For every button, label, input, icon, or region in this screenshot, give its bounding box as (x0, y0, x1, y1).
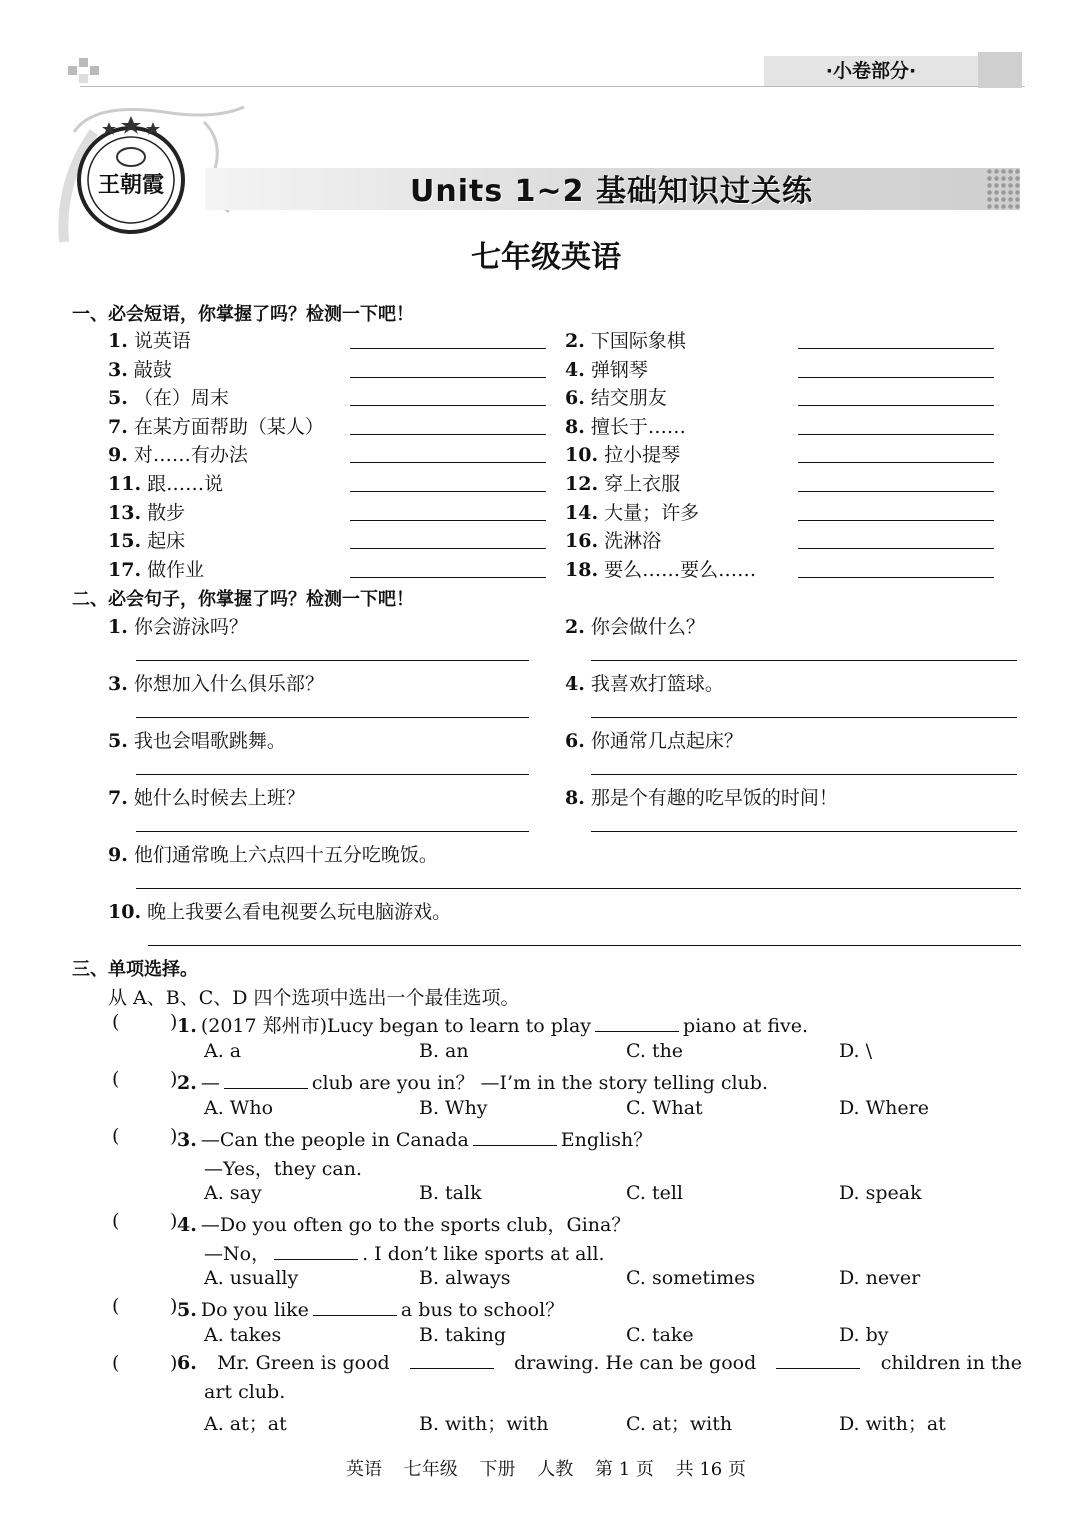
question-line2 (204, 1239, 605, 1266)
question-number: 6. (177, 1352, 197, 1374)
item-number: 8. (565, 415, 585, 438)
item-number: 9. (108, 444, 128, 467)
answer-paren-open[interactable]: ( (112, 1068, 120, 1090)
phrase-item (565, 526, 661, 553)
translation-line[interactable] (136, 831, 529, 832)
translation-line[interactable] (591, 660, 1017, 661)
phrase-item (565, 498, 699, 525)
sentence-item (108, 840, 438, 867)
item-number: 6. (565, 387, 585, 410)
question-stem (177, 1068, 768, 1095)
phrase-item (108, 440, 248, 467)
item-number: 12. (565, 473, 599, 495)
fill-blank[interactable] (274, 1243, 358, 1260)
item-number: 9. (108, 844, 128, 866)
phrase-item (108, 326, 191, 353)
answer-blank[interactable] (798, 577, 994, 578)
sentence-item (108, 726, 286, 753)
item-text: 你会游泳吗？ (133, 616, 248, 638)
item-text: 要么……要么…… (604, 558, 757, 581)
item-text: （在）周末 (133, 387, 229, 410)
item-text: 散步 (147, 501, 186, 524)
answer-blank[interactable] (350, 434, 546, 435)
phrase-item (108, 555, 204, 582)
translation-line[interactable] (136, 717, 529, 718)
answer-paren-open[interactable]: ( (112, 1011, 120, 1033)
stem-text: (2017 郑州市)Lucy began to learn to play (200, 1015, 592, 1037)
item-text: 他们通常晚上六点四十五分吃晚饭。 (133, 844, 438, 866)
answer-blank[interactable] (798, 377, 994, 378)
question-stem (177, 1352, 1022, 1374)
answer-paren-close: ) (170, 1125, 178, 1147)
answer-blank[interactable] (350, 520, 546, 521)
answer-option[interactable]: B. an (419, 1039, 469, 1062)
item-number: 3. (108, 358, 128, 381)
answer-blank[interactable] (350, 405, 546, 406)
question-stem (177, 1210, 630, 1237)
item-text: 你想加入什么俱乐部？ (133, 673, 324, 695)
item-number: 2. (565, 330, 585, 352)
question-stem (177, 1295, 564, 1322)
section-tab: ·小卷部分· (764, 56, 978, 86)
answer-option[interactable]: D. \ (839, 1039, 873, 1062)
item-text: 晚上我要么看电视要么玩电脑游戏。 (147, 901, 452, 923)
translation-line[interactable] (591, 717, 1017, 718)
item-text: 敲鼓 (133, 358, 172, 381)
item-number: 13. (108, 501, 142, 524)
answer-blank[interactable] (798, 405, 994, 406)
item-text: 对……有办法 (133, 444, 248, 467)
answer-option[interactable]: C. take (626, 1323, 694, 1346)
answer-option[interactable]: C. What (626, 1096, 703, 1119)
item-text: 擅长于…… (590, 415, 686, 438)
stem-text: a bus to school？ (400, 1299, 565, 1321)
fill-blank[interactable] (224, 1072, 308, 1089)
page-footer (0, 1455, 1092, 1481)
header-rule (80, 86, 1025, 87)
item-text: 大量；许多 (604, 501, 700, 524)
item-number: 2. (565, 616, 585, 638)
stem-text: English？ (560, 1129, 653, 1151)
item-number: 15. (108, 530, 142, 553)
question-number: 4. (177, 1214, 197, 1236)
sentence-item (565, 669, 724, 696)
footer-subject: 英语 (346, 1459, 383, 1480)
title-dots (986, 168, 1022, 210)
phrase-item (565, 412, 686, 439)
phrase-item (108, 469, 223, 496)
answer-paren-close: ) (170, 1295, 178, 1317)
phrase-item (565, 469, 680, 496)
answer-paren-open[interactable]: ( (112, 1210, 120, 1232)
answer-option[interactable]: A. a (204, 1039, 242, 1062)
sentence-item (108, 783, 305, 810)
answer-blank[interactable] (350, 377, 546, 378)
question-stem (177, 1011, 808, 1038)
answer-paren-close: ) (170, 1068, 178, 1090)
question-number: 3. (177, 1129, 197, 1151)
answer-paren-open[interactable]: ( (112, 1125, 120, 1147)
item-text: 你通常几点起床？ (590, 730, 743, 752)
footer-publisher: 人教 (537, 1459, 574, 1480)
answer-option[interactable]: D. Where (839, 1096, 929, 1119)
section-tab-accent (978, 52, 1022, 88)
stem-text: Mr. Green is good (217, 1352, 390, 1374)
answer-paren-close: ) (170, 1352, 178, 1374)
answer-blank[interactable] (798, 491, 994, 492)
answer-paren-open[interactable]: ( (112, 1295, 120, 1317)
translation-line[interactable] (136, 660, 529, 661)
stem-text: children in the (880, 1352, 1022, 1374)
answer-option[interactable]: A. takes (204, 1323, 282, 1346)
fill-blank[interactable] (473, 1129, 557, 1146)
item-number: 17. (108, 558, 142, 581)
answer-paren-close: ) (170, 1210, 178, 1232)
item-text: 拉小提琴 (604, 444, 681, 467)
stem-text: Do you like (200, 1299, 309, 1321)
answer-option[interactable]: D. with；at (839, 1413, 946, 1435)
footer-page: 第 1 页 (594, 1459, 654, 1480)
answer-blank[interactable] (798, 348, 994, 349)
item-number: 7. (108, 415, 128, 438)
item-number: 1. (108, 616, 128, 638)
item-number: 4. (565, 673, 585, 695)
answer-blank[interactable] (798, 434, 994, 435)
footer-grade: 七年级 (403, 1459, 458, 1480)
answer-blank[interactable] (350, 462, 546, 463)
sentence-item (565, 726, 743, 753)
item-number: 3. (108, 673, 128, 695)
answer-option[interactable]: A. at；at (204, 1413, 287, 1435)
stem-text: club are you in？ —I’m in the story telling club. (311, 1072, 768, 1094)
sentence-item (108, 612, 248, 639)
sentence-item (108, 897, 451, 924)
item-text: 跟……说 (147, 473, 224, 495)
answer-blank[interactable] (798, 548, 994, 549)
page-subtitle: 七年级英语 (471, 240, 621, 275)
answer-paren-open[interactable]: ( (112, 1352, 120, 1374)
answer-blank[interactable] (350, 577, 546, 578)
answer-blank[interactable] (798, 520, 994, 521)
question-line2 (204, 1154, 362, 1181)
stem-text: —Yes，they can. (204, 1157, 363, 1180)
fill-blank[interactable] (313, 1299, 397, 1316)
item-number: 10. (108, 901, 142, 923)
answer-blank[interactable] (798, 462, 994, 463)
answer-option[interactable]: A. say (204, 1182, 262, 1204)
item-number: 11. (108, 473, 142, 495)
sentence-item (565, 612, 705, 639)
footer-total: 共 16 页 (675, 1459, 746, 1480)
item-text: 在某方面帮助（某人） (133, 415, 324, 438)
item-number: 14. (565, 501, 599, 524)
item-text: 弹钢琴 (590, 358, 648, 381)
answer-option[interactable]: B. Why (419, 1096, 488, 1119)
phrase-item (108, 355, 172, 382)
sentence-item (565, 783, 838, 810)
item-number: 1. (108, 330, 128, 352)
answer-option[interactable]: B. talk (419, 1182, 482, 1204)
fill-blank[interactable] (595, 1015, 679, 1032)
item-number: 10. (565, 444, 599, 467)
item-text: 我喜欢打篮球。 (590, 673, 724, 695)
question-number: 2. (177, 1072, 197, 1094)
stem-text: —Do you often go to the sports club，Gina？ (200, 1214, 631, 1236)
stem-text: — (200, 1072, 220, 1094)
phrase-item (565, 355, 648, 382)
answer-option[interactable]: A. Who (204, 1096, 274, 1119)
item-number: 6. (565, 730, 585, 752)
phrase-item (565, 383, 667, 410)
item-number: 5. (108, 387, 128, 410)
question-line2 (204, 1381, 285, 1403)
answer-blank[interactable] (350, 491, 546, 492)
stem-text: art club. (204, 1380, 286, 1403)
phrase-item (108, 383, 229, 410)
item-text: 说英语 (133, 330, 191, 352)
fill-blank[interactable] (776, 1352, 860, 1369)
translation-line[interactable] (136, 888, 1021, 889)
answer-option[interactable]: C. the (626, 1039, 684, 1062)
answer-option[interactable]: D. speak (839, 1182, 922, 1204)
footer-volume: 下册 (479, 1459, 516, 1480)
translation-line[interactable] (591, 831, 1017, 832)
item-text: 结交朋友 (590, 387, 667, 410)
answer-option[interactable]: C. tell (626, 1182, 683, 1204)
answer-option[interactable]: D. by (839, 1323, 889, 1346)
item-text: 你会做什么？ (590, 616, 705, 638)
item-number: 16. (565, 530, 599, 553)
phrase-item (565, 555, 756, 582)
answer-blank[interactable] (350, 348, 546, 349)
part3-instruction: 从 A、B、C、D 四个选项中选出一个最佳选项。 (108, 987, 520, 1009)
phrase-item (108, 526, 185, 553)
translation-line[interactable] (591, 774, 1017, 775)
item-text: 我也会唱歌跳舞。 (133, 730, 286, 752)
item-number: 18. (565, 558, 599, 581)
translation-line[interactable] (148, 945, 1021, 946)
stem-text: drawing. He can be good (514, 1352, 757, 1374)
item-text: 穿上衣服 (604, 473, 681, 495)
phrase-item (108, 412, 324, 439)
sentence-item (108, 669, 324, 696)
question-stem (177, 1125, 652, 1152)
answer-option[interactable]: B. taking (419, 1323, 506, 1346)
page-title: Units 1~2 基础知识过关练 (410, 174, 813, 209)
phrase-item (565, 326, 686, 353)
item-text: 下国际象棋 (590, 330, 686, 352)
answer-option[interactable]: B. always (419, 1267, 511, 1289)
item-number: 4. (565, 358, 585, 381)
fill-blank[interactable] (410, 1352, 494, 1369)
item-text: 那是个有趣的吃早饭的时间！ (590, 787, 838, 809)
item-text: 做作业 (147, 558, 205, 581)
question-number: 5. (177, 1299, 197, 1321)
logo-text: 王朝霞 (97, 172, 165, 198)
answer-option[interactable]: D. never (839, 1267, 921, 1289)
item-number: 7. (108, 787, 128, 809)
answer-option[interactable]: C. sometimes (626, 1267, 756, 1289)
item-text: 她什么时候去上班？ (133, 787, 305, 809)
part2-heading: 二、必会句子，你掌握了吗？检测一下吧！ (72, 589, 414, 610)
answer-option[interactable]: B. with；with (419, 1413, 549, 1435)
answer-blank[interactable] (350, 548, 546, 549)
item-text: 洗淋浴 (604, 530, 662, 553)
item-number: 8. (565, 787, 585, 809)
stem-text: —Can the people in Canada (200, 1129, 469, 1151)
stem-text: . I don’t like sports at all. (362, 1242, 605, 1265)
item-number: 5. (108, 730, 128, 752)
part1-heading: 一、必会短语，你掌握了吗？检测一下吧！ (72, 304, 414, 325)
question-number: 1. (177, 1015, 197, 1037)
stem-text: —No， (204, 1242, 271, 1265)
answer-option[interactable]: C. at；with (626, 1413, 733, 1435)
item-text: 起床 (147, 530, 186, 553)
phrase-item (565, 440, 680, 467)
stem-text: piano at five. (683, 1015, 809, 1037)
answer-option[interactable]: A. usually (204, 1267, 299, 1289)
answer-paren-close: ) (170, 1011, 178, 1033)
phrase-item (108, 498, 185, 525)
part3-heading: 三、单项选择。 (72, 959, 198, 980)
translation-line[interactable] (136, 774, 529, 775)
